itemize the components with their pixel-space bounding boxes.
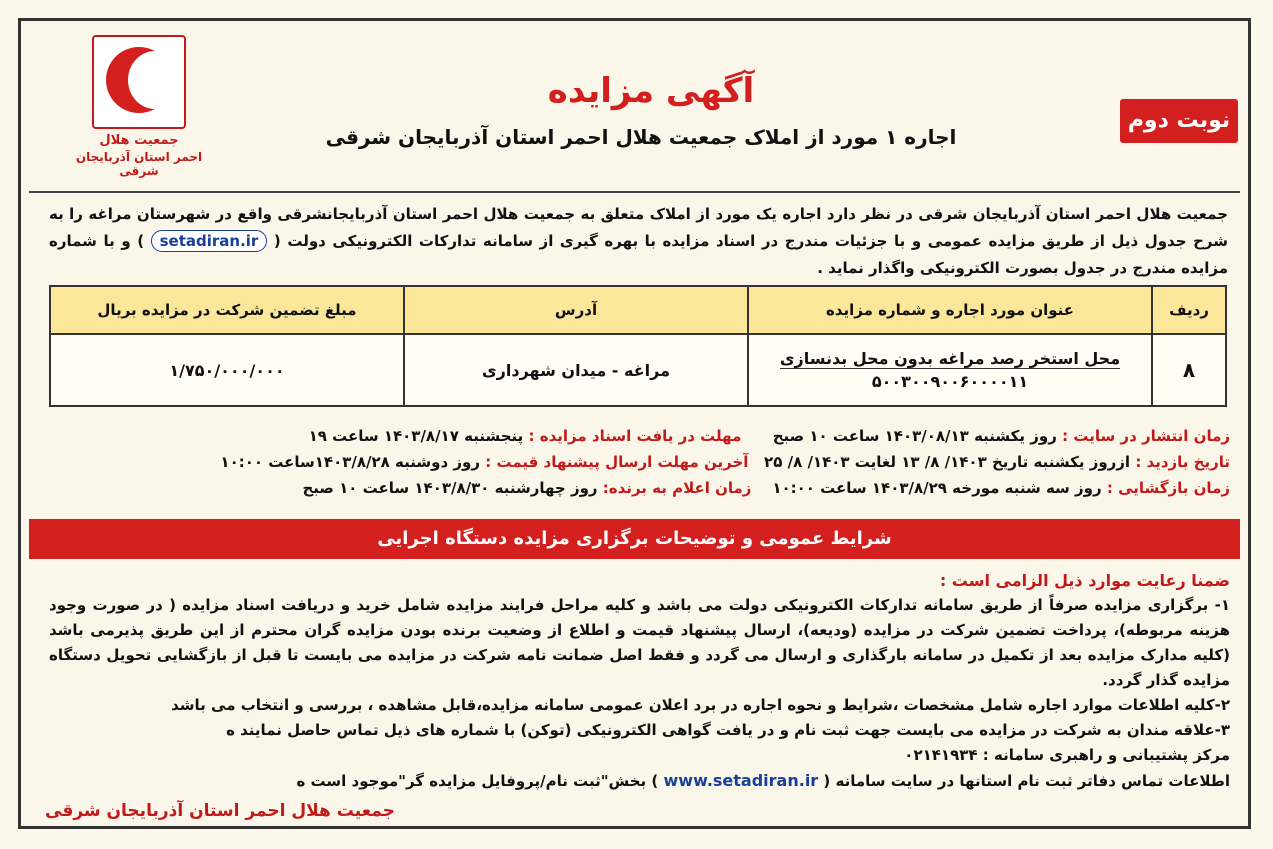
cell-row-num: ۸ xyxy=(1152,334,1226,406)
docs-deadline-value: پنجشنبه ۱۴۰۳/۸/۱۷ ساعت ۱۹ xyxy=(308,427,524,445)
condition-3: ۳-علاقه مندان به شرکت در مزایده می بایست جهت ثبت نام و در یافت گواهی الکترونیکی (توکن) با شماره های ذیل تماس حاصل نمایند ه xyxy=(226,721,1230,739)
red-crescent-logo xyxy=(69,35,209,190)
cell-address: مراغه - میدان شهرداری xyxy=(404,334,748,406)
header-address: آدرس xyxy=(404,286,748,334)
footer-organization xyxy=(45,801,445,821)
item-title: محل استخر رصد مراغه بدون محل بدنسازی xyxy=(779,349,1121,368)
winner-value: روز چهارشنبه ۱۴۰۳/۸/۳۰ ساعت ۱۰ صبح xyxy=(302,479,598,497)
bid-deadline-value: روز دوشنبه ۱۴۰۳/۸/۲۸ساعت ۱۰:۰۰ xyxy=(220,453,480,471)
contact-text-1: اطلاعات تماس دفاتر ثبت نام استانها در سایت سامانه ( xyxy=(823,772,1230,790)
visit-value: ازروز یکشنبه تاریخ ۱۴۰۳/ ۸/ ۱۳ لغایت ۱۴۰۳/ ۸/ ۲۵ xyxy=(764,453,1131,471)
conditions-banner: شرایط عمومی و توضیحات برگزاری مزایده دستگاه اجرایی xyxy=(29,519,1240,559)
bid-deadline-label: آخرین مهلت ارسال پیشنهاد قیمت : xyxy=(485,453,749,471)
intro-text-2: ) و با شماره مزایده مندرج در جدول بصورت الکترونیکی واگذار نماید . xyxy=(49,232,1228,277)
setadiran-url-link[interactable]: www.setadiran.ir xyxy=(663,771,819,790)
winner-label: زمان اعلام به برنده: xyxy=(602,479,752,497)
schedule-block xyxy=(49,423,1230,501)
contact-text-2: ) بخش"ثبت نام/پروفایل مزایده گر"موجود است ه xyxy=(296,772,659,790)
condition-2: ۲-کلیه اطلاعات موارد اجاره شامل مشخصات ،شرایط و نحوه اجاره در برد اعلان عمومی سامانه مزایده،قابل مشاهده ، بررسی و انتخاب می باشد xyxy=(171,696,1230,714)
header-amount: مبلغ تضمین شرکت در مزایده بریال xyxy=(50,286,404,334)
publish-value: روز یکشنبه ۱۴۰۳/۰۸/۱۳ ساعت ۱۰ صبح xyxy=(772,427,1057,445)
logo-line-2: احمر استان آذربایجان شرقی xyxy=(75,150,203,178)
notice-page xyxy=(18,18,1251,829)
docs-deadline-label: مهلت در یافت اسناد مزایده : xyxy=(528,427,742,445)
visit-label: تاریخ بازدید : xyxy=(1135,453,1230,471)
header-title: عنوان مورد اجاره و شماره مزایده xyxy=(748,286,1152,334)
logo-line-1: جمعیت هلال xyxy=(99,133,179,148)
schedule-line-2 xyxy=(49,449,1230,475)
notice-subtitle: اجاره ۱ مورد از املاک جمعیت هلال احمر استان آذربایجان شرقی xyxy=(325,125,957,149)
support-center: مرکز پشتیبانی و راهبری سامانه : ۰۲۱۴۱۹۳۴ xyxy=(904,746,1230,764)
condition-1: ۱- برگزاری مزایده صرفاً از طریق سامانه تدارکات الکترونیکی دولت می باشد و کلیه مراحل فرایند مزایده شامل خرید و دریافت اسناد مزایده ( در صورت وجود هزینه مربوطه)، پرداخت تضمین شرکت در مزایده (ودیعه)، ارسال پیشنهاد قیمت و اطلاع از وضعیت برنده بودن مزایده گران محترم از این طریق پذیرمی باشد (کلیه مدارک مزایده بعد از تکمیل در سامانه بارگذاری و ارسال می گردد و فقط اصل ضمانت نامه شرکت در مزایده می بایست تا قبل از بازگشایی تحویل دستگاه مزایده گذار گردد. xyxy=(49,596,1230,689)
notice-title: آگهی مزایده xyxy=(547,71,755,111)
intro-text-1: جمعیت هلال احمر استان آذربایجان شرقی در نظر دارد اجاره یک مورد از املاک متعلق به جمعیت هلال احمر استان آذربایجانشرقی واقع در شهرستان مراغه را به شرح جدول ذیل از طریق مزایده عمومی و با جزئیات مندرج در اسناد مزایده با بهره گیری از سامانه تدارکات الکترونیکی دولت ( xyxy=(49,205,1228,250)
schedule-line-3 xyxy=(49,475,1230,501)
publish-label: زمان انتشار در سایت : xyxy=(1062,427,1230,445)
table-row xyxy=(50,334,1226,406)
crescent-icon xyxy=(92,35,186,129)
second-round-badge: نوبت دوم xyxy=(1120,99,1238,143)
setadiran-link[interactable]: setadiran.ir xyxy=(151,230,268,252)
header-divider xyxy=(29,191,1240,193)
header-row-num: ردیف xyxy=(1152,286,1226,334)
schedule-line-1 xyxy=(49,423,1230,449)
auction-table xyxy=(49,285,1227,407)
contact-info xyxy=(49,768,1230,794)
intro-paragraph xyxy=(49,201,1228,282)
conditions-body xyxy=(49,568,1230,794)
cell-title xyxy=(748,334,1152,406)
cell-amount: ۱/۷۵۰/۰۰۰/۰۰۰ xyxy=(50,334,404,406)
auction-number: ۵۰۰۳۰۰۹۰۰۶۰۰۰۰۱۱ xyxy=(871,372,1029,391)
footer-org-name: جمعیت هلال احمر استان آذربایجان شرقی xyxy=(45,801,395,821)
conditions-heading: ضمنا رعایت موارد ذیل الزامی است : xyxy=(939,571,1230,590)
opening-label: زمان بازگشایی : xyxy=(1106,479,1230,497)
opening-value: روز سه شنبه مورخه ۱۴۰۳/۸/۲۹ ساعت ۱۰:۰۰ xyxy=(772,479,1102,497)
table-header-row xyxy=(50,286,1226,334)
